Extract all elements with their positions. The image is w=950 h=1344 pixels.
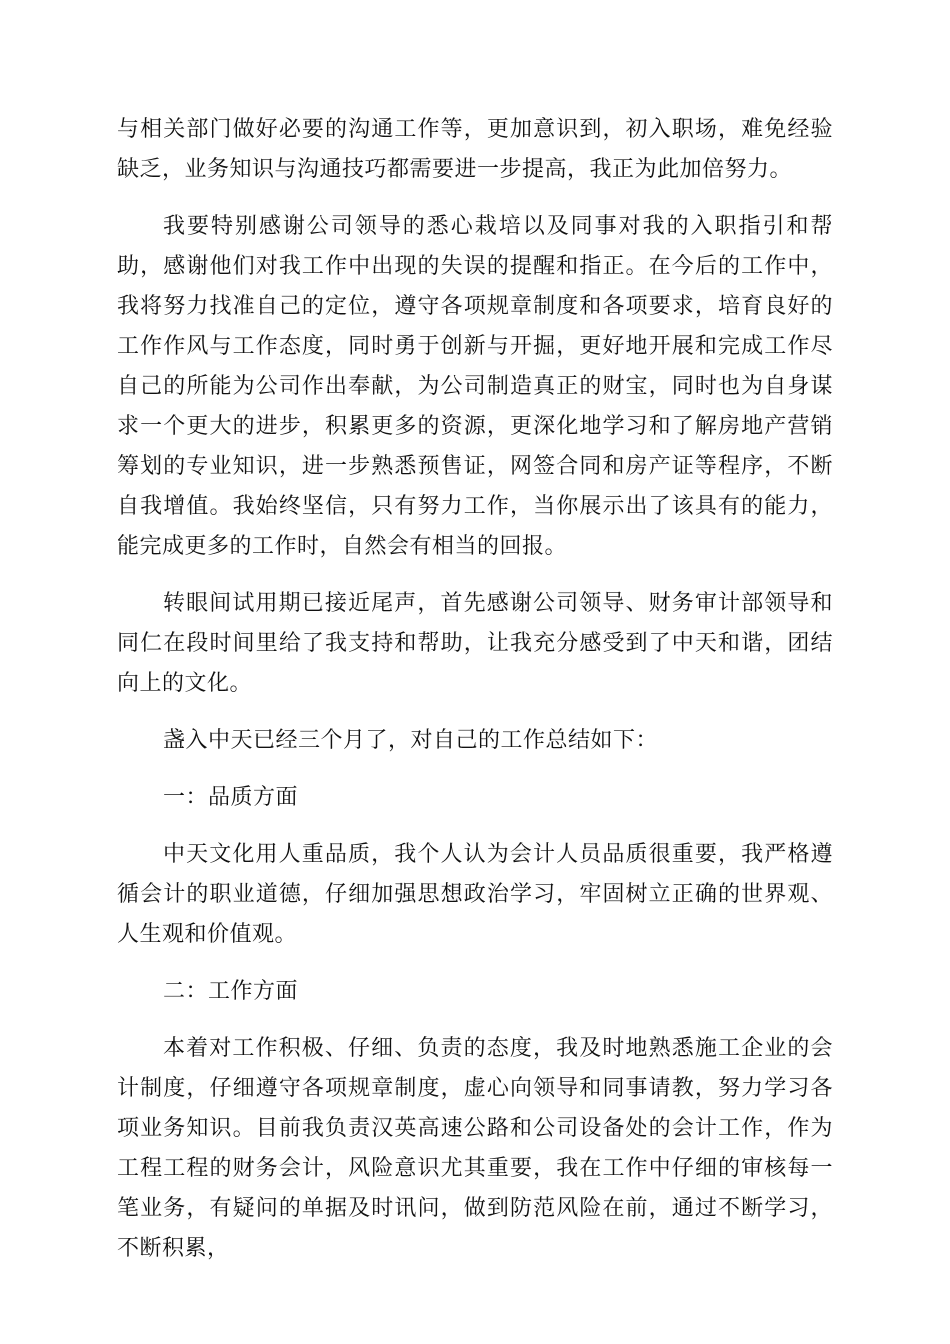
section-heading-quality: 一：品质方面 — [163, 785, 299, 810]
paragraph-2: 我要特别感谢公司领导的悉心栽培以及同事对我的入职指引和帮助，感谢他们对我工作中出现的失误的提醒和指正。在今后的工作中，我将努力找准自己的定位，遵守各项规章制度和各项要求，培育良好的工作作风与工作态度，同时勇于创新与开掘，更好地开展和完成工作尽自己的所能为公司作出奉献，为公司制造真正的财宝，同时也为自身谋求一个更大的进步，积累更多的资源，更深化地学习和了解房地产营销筹划的专业知识，进一步熟悉预售证，网签合同和房产证等程序，不断自我增值。我始终坚信，只有努力工作，当你展示出了该具有的能力，能完成更多的工作时，自然会有相当的回报。 — [117, 214, 833, 559]
paragraph-6: 中天文化用人重品质，我个人认为会计人员品质很重要，我严格遵循会计的职业道德，仔细加强思想政治学习，牢固树立正确的世界观、人生观和价值观。 — [117, 842, 833, 947]
paragraph-4: 盏入中天已经三个月了，对自己的工作总结如下： — [163, 728, 659, 753]
document-page — [117, 110, 833, 1286]
paragraph-3: 转眼间试用期已接近尾声，首先感谢公司领导、财务审计部领导和同仁在段时间里给了我支持和帮助，让我充分感受到了中天和谐，团结向上的文化。 — [117, 591, 833, 696]
paragraph-1: 与相关部门做好必要的沟通工作等，更加意识到，初入职场，难免经验缺乏，业务知识与沟通技巧都需要进一步提高，我正为此加倍努力。 — [117, 117, 833, 182]
paragraph-8: 本着对工作积极、仔细、负责的态度，我及时地熟悉施工企业的会计制度，仔细遵守各项规章制度，虚心向领导和同事请教，努力学习各项业务知识。目前我负责汉英高速公路和公司设备处的会计工作，作为工程工程的财务会计，风险意识尤其重要，我在工作中仔细的审核每一笔业务，有疑问的单据及时讯问，做到防范风险在前，通过不断学习，不断积累， — [117, 1036, 833, 1261]
section-heading-work: 二：工作方面 — [163, 979, 299, 1004]
